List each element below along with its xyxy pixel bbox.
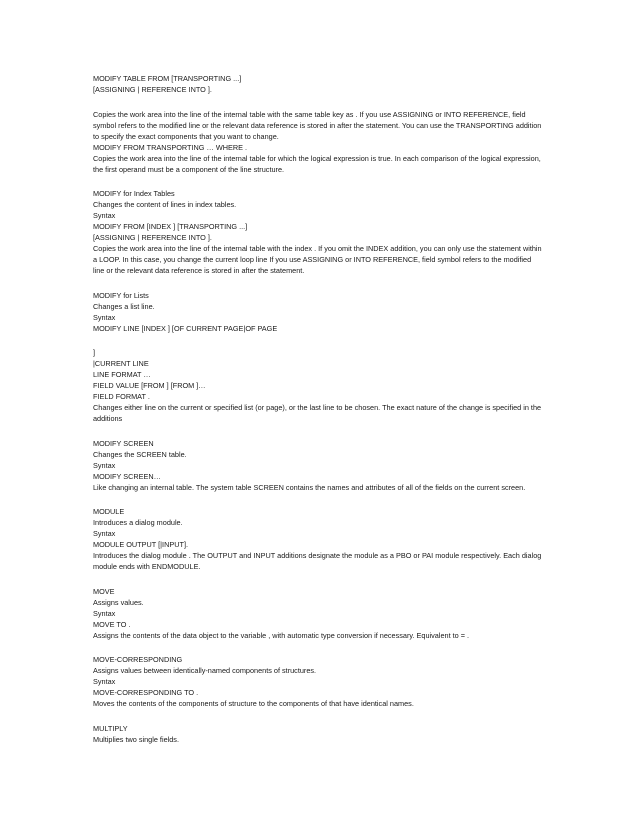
text-line: Changes the SCREEN table. [93,449,187,459]
text-line: MOVE-CORRESPONDING TO . [93,688,199,697]
text-line: |CURRENT LINE [93,359,149,368]
document-page [93,73,545,758]
text-line: Introduces the dialog module . The OUTPUT and INPUT additions designate the module as a PBO or PAI module respectively. Each dialog [93,551,542,560]
text-line: to specify the exact components that you want to change. [93,131,279,141]
text-line: Assigns values. [93,597,144,607]
text-line: LINE FORMAT … [93,370,151,379]
text-line: [ASSIGNING | REFERENCE INTO ]. [93,85,212,94]
text-line: symbol refers to the modified line or the relevant data reference is stored in after the statement. You can use the TRANSPORTING addition [93,120,542,130]
text-line: MODIFY TABLE FROM [TRANSPORTING ...] [93,74,242,83]
text-line: Changes a list line. [93,301,155,311]
section-modify-table-intro [93,73,545,95]
section-multiply [93,723,545,745]
section-move-corresponding [93,654,545,709]
text-line: a LOOP. In this case, you change the current loop line If you use ASSIGNING or INTO REFERENCE, field symbol refers to the modified [93,255,532,264]
text-line: Moves the contents of the components of structure to the components of that have identical names. [93,699,414,708]
section-modify-screen [93,438,545,493]
section-modify-lists [93,290,545,334]
text-line: Introduces a dialog module. [93,518,183,527]
text-line: Syntax [93,529,116,538]
text-line: MODIFY SCREEN [93,438,154,448]
text-line: Changes either line on the current or specified list (or page), or the last line to be chosen. The exact nature of the change is specified in the [93,403,542,412]
text-line: MODIFY for Lists [93,290,149,300]
text-line: MOVE TO . [93,619,131,629]
text-line: Changes the content of lines in index tables. [93,200,237,209]
text-line: FIELD VALUE [FROM ] [FROM ]… [93,381,206,390]
text-line: FIELD FORMAT . [93,392,150,401]
text-line: MOVE [93,586,115,596]
text-line: additions [93,414,123,423]
text-line: Copies the work area into the line of the internal table for which the logical expression is true. In each comparison of the logical expression, [93,153,541,163]
text-line: ] [93,348,96,357]
text-line: MODULE [93,507,125,516]
text-line: module ends with ENDMODULE. [93,562,201,571]
text-line: MODIFY FROM [INDEX ] [TRANSPORTING ...] [93,222,248,231]
text-line: Multiplies two single fields. [93,734,179,744]
text-line: MODIFY FROM TRANSPORTING … WHERE . [93,142,248,152]
text-line: MOVE-CORRESPONDING [93,655,183,664]
text-line: the first operand must be a component of the line structure. [93,164,285,174]
section-modify-table-description [93,109,545,175]
text-line: Syntax [93,677,116,686]
section-modify-index-tables [93,188,545,276]
text-line: MULTIPLY [93,723,128,733]
section-move [93,586,545,641]
text-line: Syntax [93,608,116,618]
text-line: Copies the work area into the line of the internal table with the same table key as . If you use ASSIGNING or INTO REFERENCE, field [93,109,526,119]
text-line: [ASSIGNING | REFERENCE INTO ]. [93,233,212,242]
text-line: Syntax [93,211,116,220]
text-line: MODIFY LINE [INDEX ] [OF CURRENT PAGE|OF PAGE [93,323,278,333]
text-line: Assigns the contents of the data object to the variable , with automatic type conversion if necessary. Equivalent to = . [93,630,470,640]
text-line: MODULE OUTPUT [|INPUT]. [93,540,189,549]
text-line: Copies the work area into the line of the internal table with the index . If you omit the INDEX addition, you can only use the statement within [93,244,542,253]
text-line: Assigns values between identically-named components of structures. [93,666,317,675]
text-line: line or the relevant data reference is stored in after the statement. [93,266,305,275]
text-line: Like changing an internal table. The system table SCREEN contains the names and attributes of all of the fields on the current screen. [93,482,526,492]
text-line: MODIFY for Index Tables [93,189,175,198]
section-modify-lists-continued [93,347,545,424]
text-line: Syntax [93,460,116,470]
text-line: MODIFY SCREEN… [93,471,161,481]
text-line: Syntax [93,312,116,322]
section-module [93,506,545,572]
